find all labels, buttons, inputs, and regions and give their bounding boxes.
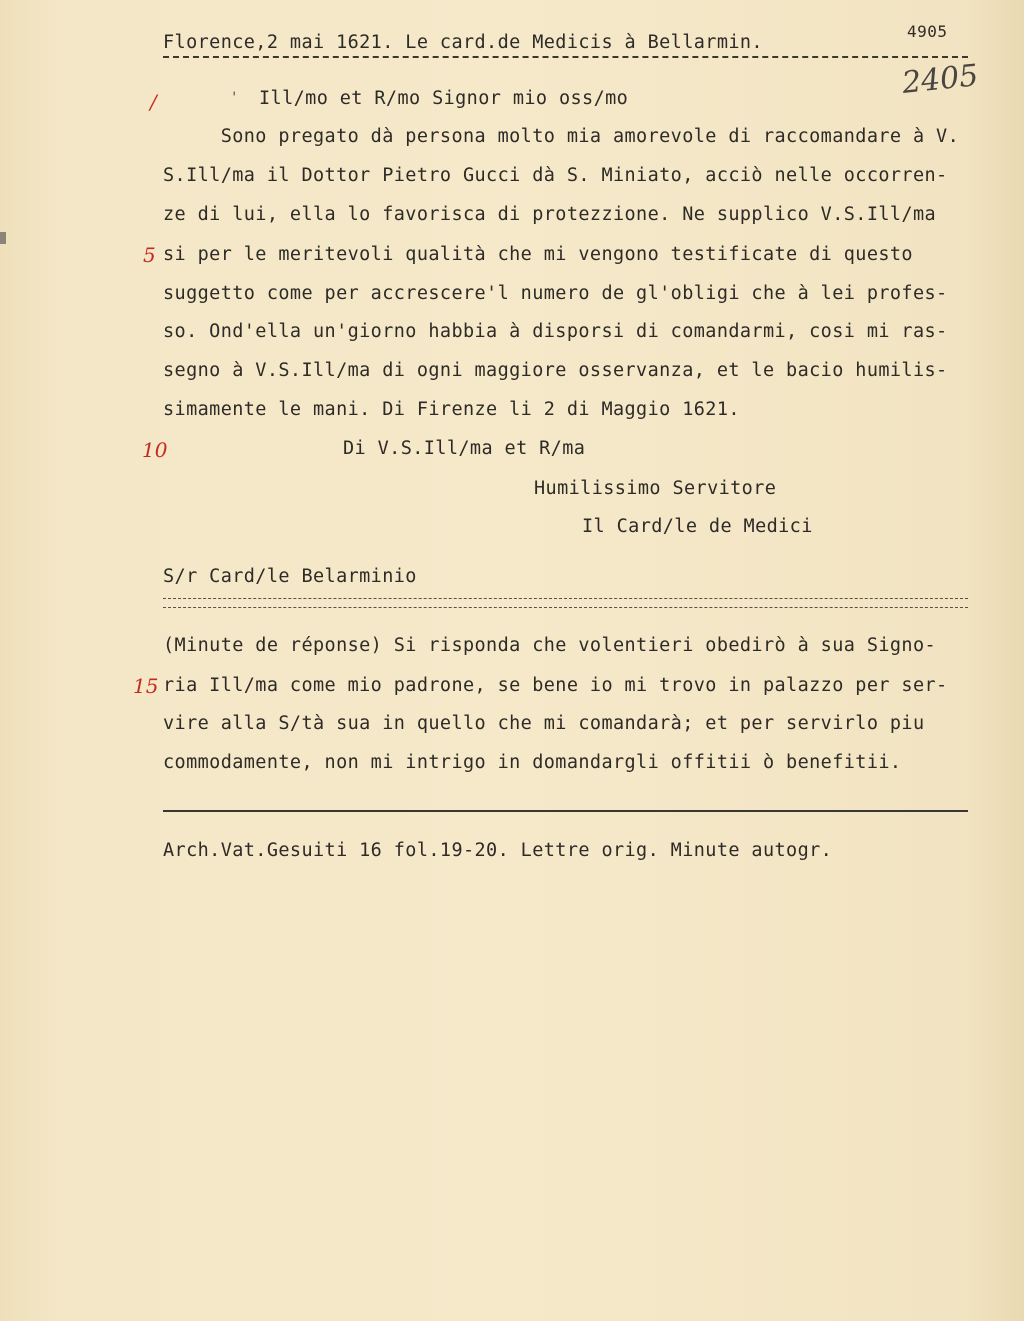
body-line: ze di lui, ella lo favorisca di protezzione. Ne supplico V.S.Ill/ma (163, 204, 937, 225)
source-note: Arch.Vat.Gesuiti 16 fol.19-20. Lettre orig. Minute autogr. (163, 840, 833, 861)
response-line: ria Ill/ma come mio padrone, se bene io mi trovo in palazzo per ser- (163, 675, 948, 696)
body-line: simamente le mani. Di Firenze li 2 di Maggio 1621. (163, 399, 740, 420)
handwritten-number: 2405 (900, 58, 980, 101)
margin-number-1: / (150, 90, 157, 114)
closing-line: Humilissimo Servitore (534, 478, 777, 499)
body-line: segno à V.S.Ill/ma di ogni maggiore osservanza, et le bacio humilis- (163, 360, 948, 381)
body-line: so. Ond'ella un'giorno habbia à disporsi di comandarmi, cosi mi ras- (163, 321, 948, 342)
header-title: Florence,2 mai 1621. Le card.de Medicis à Bellarmin. (163, 32, 763, 53)
response-line: commodamente, non mi intrigo in domandargli offitii ò benefitii. (163, 752, 902, 773)
edge-mark (0, 232, 6, 244)
address-line: S/r Card/le Belarminio (163, 566, 417, 587)
double-dashed-rule (163, 598, 968, 608)
tick-mark: ' (230, 90, 239, 106)
separator-rule (163, 810, 968, 812)
body-line: suggetto come per accrescere'l numero de gl'obligi che à lei profes- (163, 283, 948, 304)
body-line: Sono pregato dà persona molto mia amorevole di raccomandare à V. (163, 126, 960, 147)
salutation: Ill/mo et R/mo Signor mio oss/mo (259, 88, 629, 109)
header-rule (163, 56, 968, 58)
response-line: (Minute de réponse) Si risponda che volentieri obedirò à sua Signo- (163, 635, 937, 656)
margin-number-5: 5 (143, 243, 156, 267)
folio-number: 4905 (907, 22, 948, 41)
response-line: vire alla S/tà sua in quello che mi comandarà; et per servirlo piu (163, 713, 925, 734)
body-line: si per le meritevoli qualità che mi vengono testificate di questo (163, 244, 913, 265)
margin-number-15: 15 (133, 674, 159, 698)
body-line: S.Ill/ma il Dottor Pietro Gucci dà S. Miniato, acciò nelle occorren- (163, 165, 948, 186)
closing-line: Di V.S.Ill/ma et R/ma (343, 438, 586, 459)
margin-number-10: 10 (142, 438, 168, 462)
signature: Il Card/le de Medici (582, 516, 813, 537)
